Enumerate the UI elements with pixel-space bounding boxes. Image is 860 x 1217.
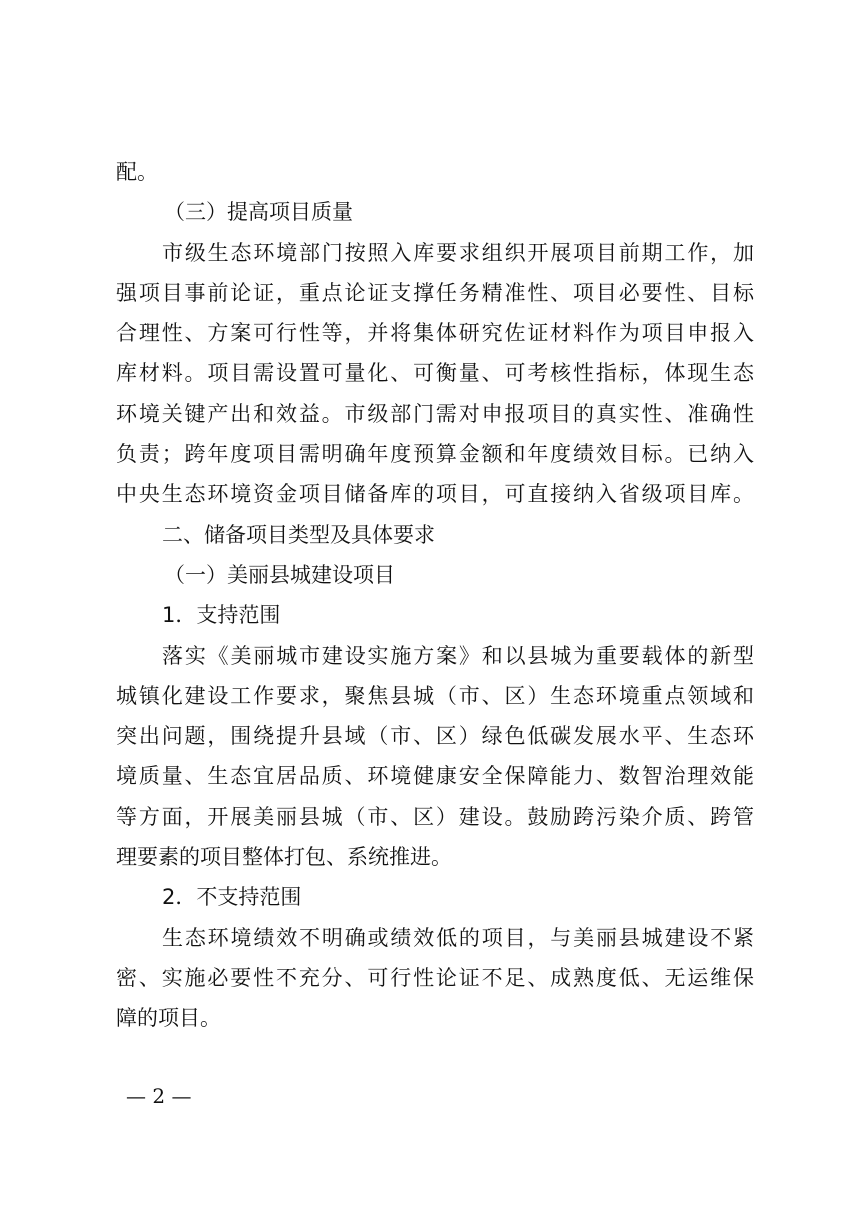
text-line: 密、实施必要性不充分、可行性论证不足、成熟度低、无运维保 [116, 965, 754, 990]
text-line: 理要素的项目整体打包、系统推进。 [116, 845, 452, 870]
text-line: 负责；跨年度项目需明确年度预算金额和年度绩效目标。已纳入 [116, 442, 754, 467]
text-line: （三）提高项目质量 [164, 200, 353, 225]
page-number: — 2 — [126, 1084, 192, 1108]
text-line: 强项目事前论证，重点论证支撑任务精准性、项目必要性、目标 [116, 280, 754, 305]
text-line: 二、储备项目类型及具体要求 [162, 522, 435, 547]
text-line: 落实《美丽城市建设实施方案》和以县城为重要载体的新型 [162, 643, 754, 668]
text-line: 境质量、生态宜居品质、环境健康安全保障能力、数智治理效能 [116, 764, 754, 789]
text-line: 生态环境绩效不明确或绩效低的项目，与美丽县城建设不紧 [162, 925, 754, 950]
text-line: 等方面，开展美丽县城（市、区）建设。鼓励跨污染介质、跨管 [116, 804, 754, 829]
text-line: 突出问题，围绕提升县域（市、区）绿色低碳发展水平、生态环 [116, 724, 754, 749]
text-line: 环境关键产出和效益。市级部门需对申报项目的真实性、准确性 [116, 401, 754, 426]
text-line: 市级生态环境部门按照入库要求组织开展项目前期工作，加 [162, 240, 754, 265]
text-line: 配。 [116, 160, 158, 184]
text-line: 合理性、方案可行性等，并将集体研究佐证材料作为项目申报入 [116, 321, 754, 346]
text-line: 1．支持范围 [162, 603, 281, 628]
text-line: 2．不支持范围 [162, 885, 302, 910]
text-line: 库材料。项目需设置可量化、可衡量、可考核性指标，体现生态 [116, 361, 754, 386]
text-line: 城镇化建设工作要求，聚焦县城（市、区）生态环境重点领域和 [116, 683, 754, 708]
text-line: （一）美丽县城建设项目 [164, 562, 395, 587]
text-line: 障的项目。 [116, 1006, 221, 1031]
body-text [116, 152, 754, 1039]
text-line: 中央生态环境资金项目储备库的项目，可直接纳入省级项目库。 [116, 482, 754, 507]
